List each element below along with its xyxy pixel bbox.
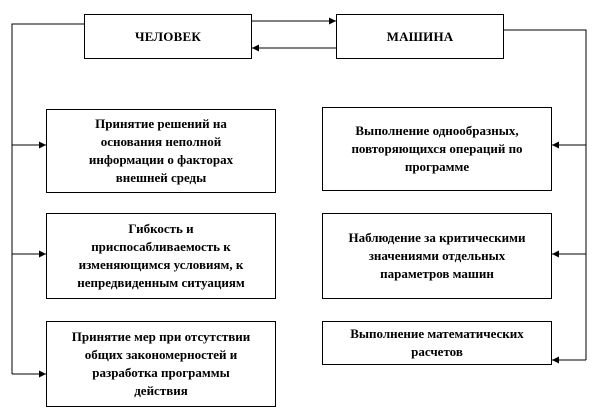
human-box <box>84 14 252 59</box>
machine-box-label: МАШИНА <box>386 28 454 44</box>
machine-function-label: Выполнение математических расчетов <box>350 326 524 359</box>
machine-bracket-line <box>504 30 586 360</box>
machine-function-box <box>322 321 552 365</box>
machine-box <box>336 14 504 59</box>
human-function-label: Принятие решений на основания неполной информации о факторах внешней среды <box>88 116 234 185</box>
human-box-label: ЧЕЛОВЕК <box>134 28 201 44</box>
machine-function-box <box>322 107 552 191</box>
human-function-box <box>46 213 276 299</box>
human-function-box <box>46 109 276 193</box>
machine-function-label: Наблюдение за критическими значениями отдельных параметров машин <box>348 230 526 281</box>
machine-function-box <box>322 213 552 299</box>
human-function-label: Принятие мер при отсутствии общих закономерностей и разработка программы действия <box>71 329 251 398</box>
machine-function-label: Выполнение однообразных, повторяющихся операций по программе <box>351 123 523 174</box>
human-function-box <box>46 321 276 407</box>
human-function-label: Гибкость и приспосабливаемость к изменяющимся условиям, к непредвиденным ситуациям <box>77 221 245 290</box>
